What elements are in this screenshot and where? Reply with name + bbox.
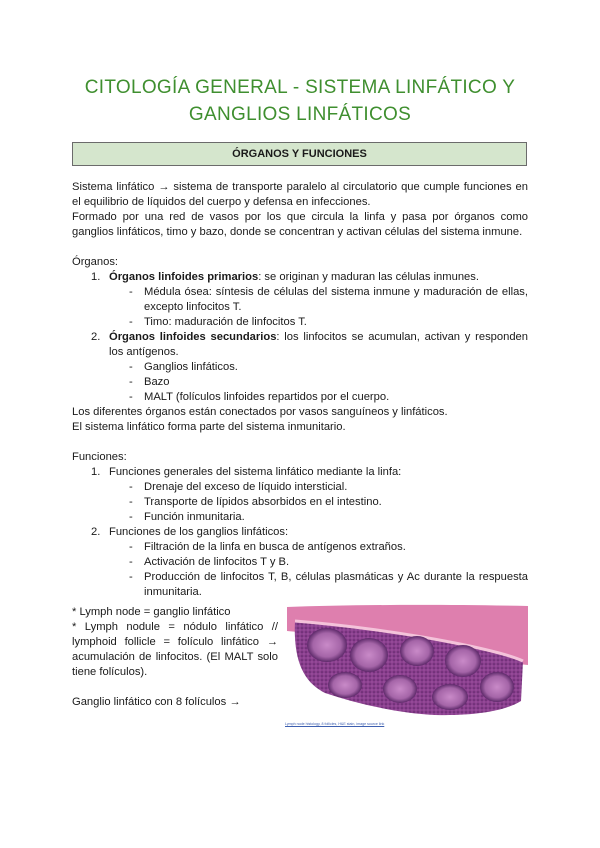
page-title <box>60 74 540 128</box>
list-item: - Bazo <box>129 376 170 388</box>
follicle <box>383 675 417 703</box>
organs-connection-text: Los diferentes órganos están conectados por vasos sanguíneos y linfáticos. <box>72 406 448 418</box>
follicle <box>328 672 362 698</box>
list-number: 2. <box>91 526 101 538</box>
section-heading: ÓRGANOS Y FUNCIONES <box>72 142 527 166</box>
list-item: - Filtración de la linfa en busca de antígenos extraños. <box>129 541 406 553</box>
notes-block <box>72 605 278 710</box>
list-item: - Función inmunitaria. <box>129 511 245 523</box>
list-number: 1. <box>91 466 101 478</box>
functions-item-2: 2. Funciones de los ganglios linfáticos: <box>91 526 289 538</box>
organs-heading: Órganos: <box>72 256 119 268</box>
immune-system-text: El sistema linfático forma parte del sistema inmunitario. <box>72 421 346 433</box>
figure-reference: Ganglio linfático con 8 folículos → <box>72 696 241 708</box>
list-number: 1. <box>91 271 101 283</box>
lymph-node-histology-image <box>285 603 530 718</box>
list-item: - Activación de linfocitos T y B. <box>129 556 290 568</box>
organs-item-1-text: : se originan y maduran las células inmunes. <box>258 271 479 283</box>
follicle <box>307 628 347 662</box>
list-item: - Timo: maduración de linfocitos T. <box>129 316 307 328</box>
follicle <box>445 645 481 677</box>
note-lymph-node: * Lymph node = ganglio linfático <box>72 606 231 618</box>
title-line-2: GANGLIOS LINFÁTICOS <box>188 104 412 125</box>
intro-paragraph-1: Sistema linfático → sistema de transporte paralelo al circulatorio que cumple funciones en el equilibrio de líquidos del cuerpo y defensa en infecciones. <box>72 181 528 208</box>
follicle <box>350 638 388 672</box>
organs-item-1 <box>72 270 528 285</box>
list-item: - Médula ósea: síntesis de células del sistema inmune y maduración de ellas, excepto linfocitos T. <box>129 286 528 313</box>
functions-heading: Funciones: <box>72 451 127 463</box>
title-line-1: CITOLOGÍA GENERAL - SISTEMA LINFÁTICO Y <box>84 77 516 98</box>
organs-item-1-term: Órganos linfoides primarios <box>109 271 259 283</box>
note-lymph-nodule: * Lymph nodule = nódulo linfático // lymphoid follicle = folículo linfático → acumulación de linfocitos. (El MALT solo tiene folículos). <box>72 621 278 678</box>
organs-item-2-text: : los linfocitos se acumulan, activan y responden los antígenos. <box>109 331 528 358</box>
follicle <box>432 684 468 710</box>
list-item: - Drenaje del exceso de líquido intersticial. <box>129 481 348 493</box>
list-number: 2. <box>91 331 101 343</box>
intro-paragraph-2: Formado por una red de vasos por los que circula la linfa y pasa por órganos como ganglios linfáticos, timo y bazo, donde se concentran y activan células del sistema inmune. <box>72 211 528 238</box>
main-content <box>72 180 528 600</box>
list-item: - Producción de linfocitos T, B, células plasmáticas y Ac durante la respuesta inmunitaria. <box>129 571 528 598</box>
organs-item-2-term: Órganos linfoides secundarios <box>109 331 277 343</box>
list-item: - MALT (folículos linfoides repartidos por el cuerpo. <box>129 391 390 403</box>
follicle <box>400 636 434 666</box>
organs-item-2 <box>72 330 528 360</box>
list-item: - Transporte de lípidos absorbidos en el intestino. <box>129 496 382 508</box>
figure-caption[interactable]: Lymph node histology, 8 follicles, H&E stain, image source link <box>285 722 385 726</box>
functions-item-1: 1. Funciones generales del sistema linfático mediante la linfa: <box>91 466 402 478</box>
follicle <box>480 672 514 702</box>
list-item: - Ganglios linfáticos. <box>129 361 238 373</box>
